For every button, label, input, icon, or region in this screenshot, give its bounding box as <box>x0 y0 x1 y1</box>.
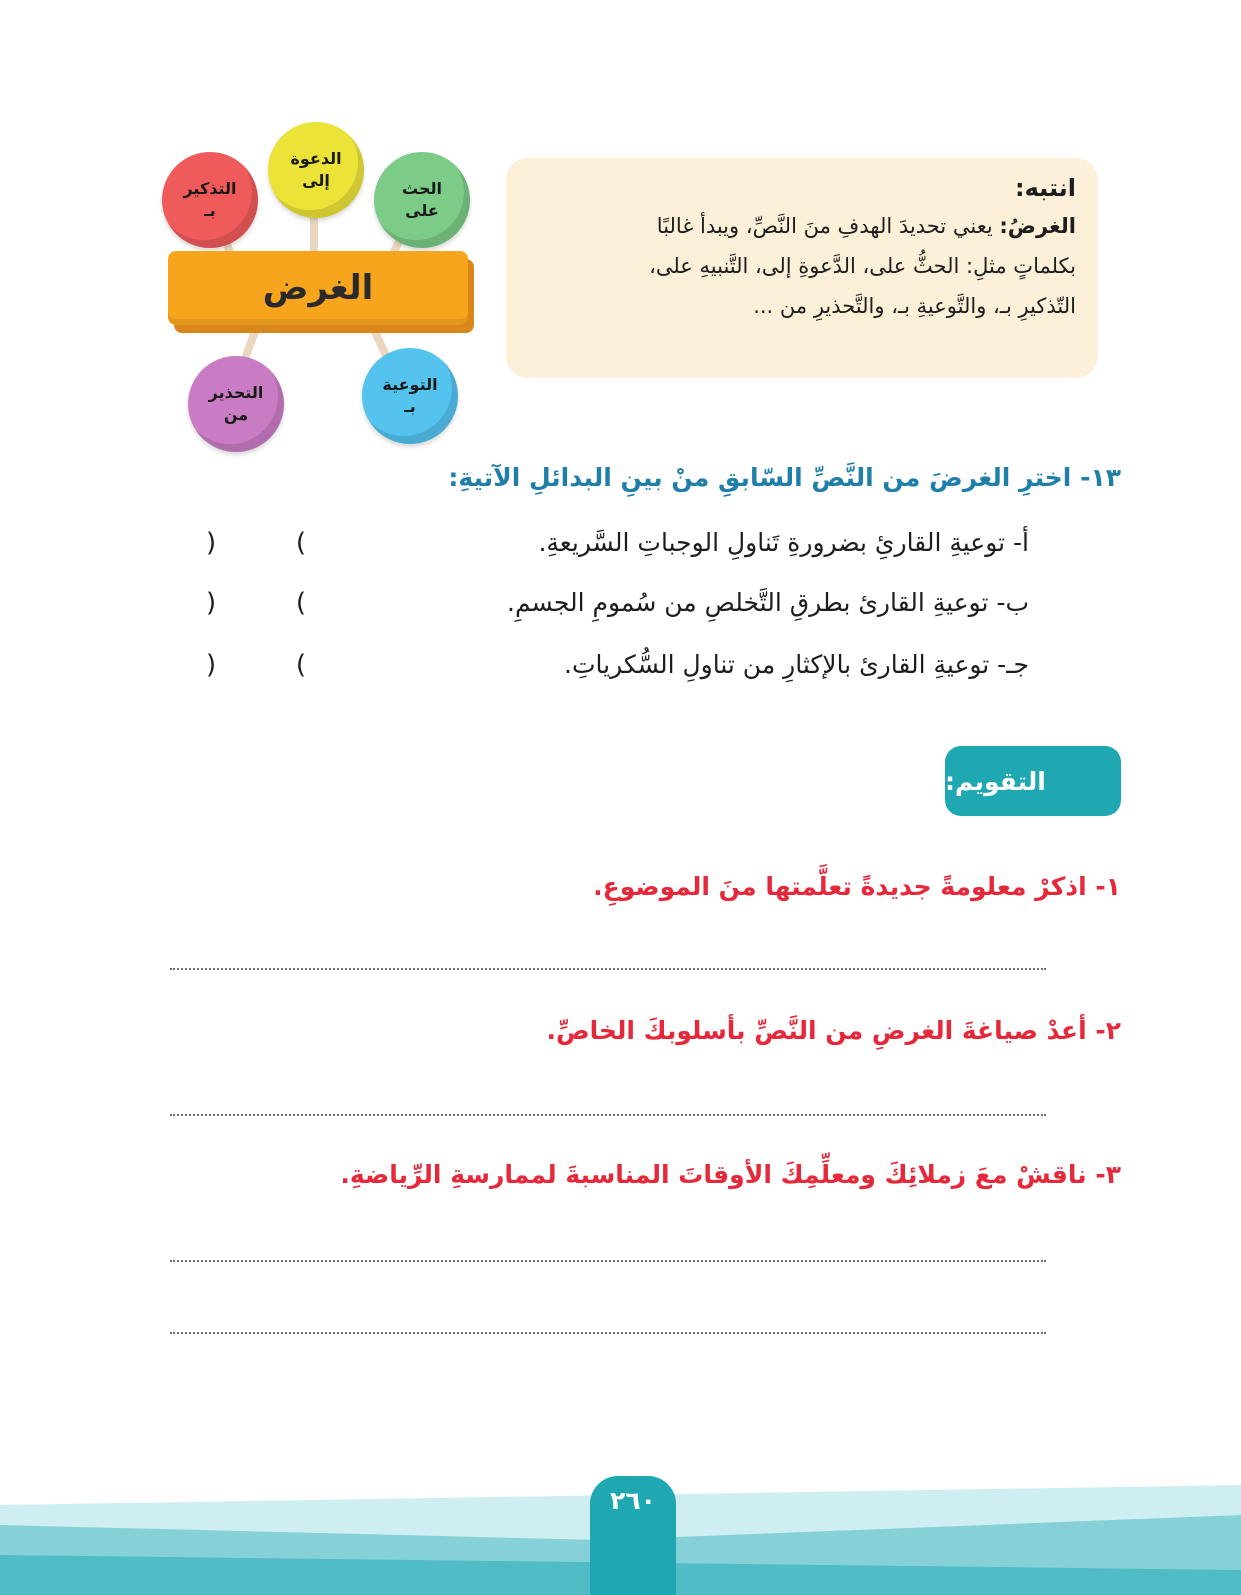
page-number-text: ٢٦٠ <box>610 1486 656 1515</box>
note-term: الغرضُ: <box>999 214 1076 238</box>
bubble-invitation-line1: الدعوة <box>290 149 342 168</box>
note-box <box>506 158 1098 378</box>
paren-open: ( <box>295 588 306 618</box>
bubble-invitation <box>268 122 364 218</box>
note-line-2: بكلماتٍ مثلِ: الحثُّ على، الدَّعوةِ إلى، التَّنبيهِ على، <box>649 254 1076 278</box>
option-a: أ- توعيةِ القارئِ بضرورةِ تَناولِ الوجباتِ السَّريعةِ. <box>538 528 1029 557</box>
note-line-1 <box>524 206 1076 246</box>
bubble-invitation-line2: إلى <box>302 171 330 190</box>
bubble-warning-line1: التحذير <box>208 383 264 402</box>
bubble-warning <box>188 356 284 452</box>
answer-box-c[interactable] <box>206 650 306 680</box>
bubble-awareness-line2: بـ <box>404 397 416 416</box>
paren-close: ) <box>206 650 217 680</box>
evaluation-label: التقويم: <box>945 746 1121 816</box>
bubble-urging-line1: الحث <box>402 179 442 198</box>
note-line-3: التّذكيرِ بـ، والتَّوعيةِ بـ، والتَّحذيرِ من ... <box>753 294 1076 318</box>
evaluation-question-1: ١- اذكرْ معلومةً جديدةً تعلَّمتها منَ الموضوعِ. <box>593 872 1121 901</box>
evaluation-question-3: ٣- ناقشْ معَ زملائِكَ ومعلِّمِكَ الأوقاتَ المناسبةَ لممارسةِ الرِّياضةِ. <box>340 1160 1121 1189</box>
bubble-awareness <box>362 348 458 444</box>
option-c: جـ- توعيةِ القارئ بالإكثارِ من تناولِ السُّكرياتِ. <box>564 650 1029 679</box>
answer-box-b[interactable] <box>206 588 306 618</box>
answer-line-2[interactable] <box>170 1114 1046 1116</box>
paren-close: ) <box>206 528 217 558</box>
question-13-title: ١٣- اخترِ الغرضَ من النَّصِّ السّابقِ منْ بينِ البدائلِ الآتيةِ: <box>448 463 1121 492</box>
answer-box-a[interactable] <box>206 528 306 558</box>
answer-line-1[interactable] <box>170 968 1046 970</box>
purpose-center-bar: الغرض <box>168 251 468 325</box>
purpose-diagram <box>158 120 478 450</box>
answer-line-4[interactable] <box>170 1332 1046 1334</box>
paren-open: ( <box>295 528 306 558</box>
bubble-awareness-line1: التوعية <box>382 375 438 394</box>
paren-open: ( <box>295 650 306 680</box>
bubble-reminder <box>162 152 258 248</box>
option-b: ب- توعيةِ القارئ بطرقِ التَّخلصِ من سُمومِ الجسمِ. <box>507 588 1029 617</box>
note-title: انتبه: <box>1015 174 1076 202</box>
note-line-1-text: يعني تحديدَ الهدفِ منَ النَّصِّ، ويبدأ غالبًا <box>656 214 1000 238</box>
page-number <box>590 1476 676 1595</box>
bubble-reminder-line2: بـ <box>204 201 216 220</box>
evaluation-question-2: ٢- أعدْ صياغةَ الغرضِ من النَّصِّ بأسلوبكَ الخاصِّ. <box>546 1016 1121 1045</box>
note-body <box>524 206 1076 326</box>
bubble-reminder-line1: التذكير <box>183 179 237 198</box>
answer-line-3[interactable] <box>170 1260 1046 1262</box>
bubble-urging-line2: على <box>405 201 439 220</box>
paren-close: ) <box>206 588 217 618</box>
bubble-warning-line2: من <box>223 405 249 424</box>
bubble-urging <box>374 152 470 248</box>
